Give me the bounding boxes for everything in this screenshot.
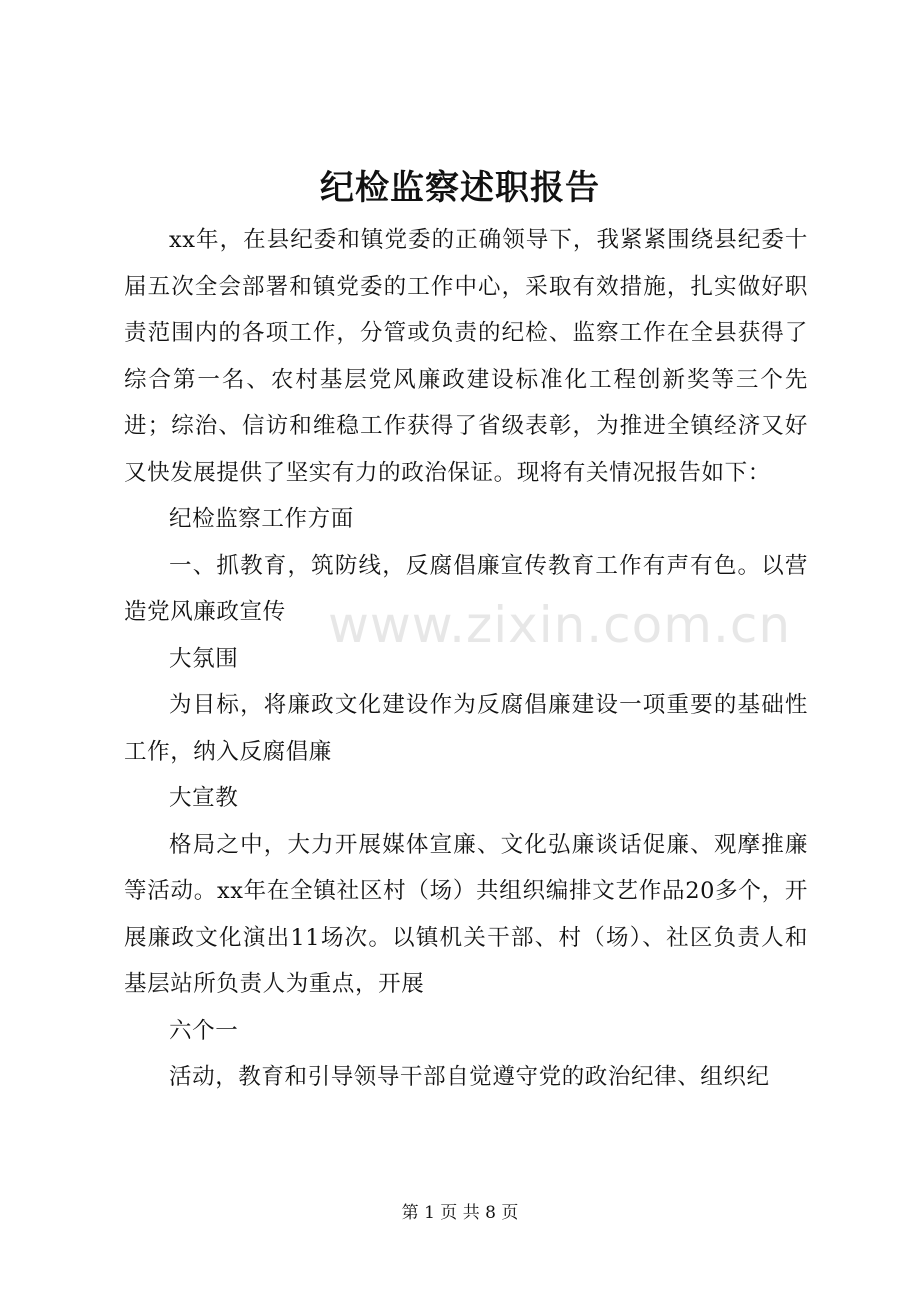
- document-title: 纪检监察述职报告: [320, 168, 600, 208]
- document-body: [124, 217, 808, 1101]
- paragraph-intro: xx年，在县纪委和镇党委的正确领导下，我紧紧围绕县纪委十届五次全会部署和镇党委的工作中心，采取有效措施，扎实做好职责范围内的各项工作，分管或负责的纪检、监察工作在全县获得了综合第一名、农村基层党风廉政建设标准化工程创新奖等三个先进；综治、信访和维稳工作获得了省级表彰，为推进全镇经济又好又快发展提供了坚实有力的政治保证。现将有关情况报告如下：: [124, 227, 808, 486]
- watermark: www.zixin.com.cn: [328, 596, 792, 654]
- paragraph-point-one: 一、抓教育，筑防线，反腐倡廉宣传教育工作有声有色。以营造党风廉政宣传: [124, 552, 808, 625]
- paragraph-fragment: 大宣教: [169, 785, 239, 811]
- paragraph-fragment: 六个一: [169, 1017, 239, 1044]
- paragraph-education: 活动，教育和引导领导干部自觉遵守党的政治纪律、组织纪: [169, 1064, 770, 1090]
- paragraph-activities: 格局之中，大力开展媒体宣廉、文化弘廉谈话促廉、观摩推廉等活动。xx年在全镇社区村（场）共组织编排文艺作品20多个，开展廉政文化演出11场次。以镇机关干部、村（场）、社区负责人和基层站所负责人为重点，开展: [124, 831, 808, 997]
- paragraph-section-heading: 纪检监察工作方面: [169, 506, 354, 532]
- paragraph-fragment: 大氛围: [169, 645, 239, 672]
- page-footer: 第 1 页 共 8 页: [401, 1203, 519, 1223]
- paragraph-goal: 为目标，将廉政文化建设作为反腐倡廉建设一项重要的基础性工作，纳入反腐倡廉: [124, 692, 808, 765]
